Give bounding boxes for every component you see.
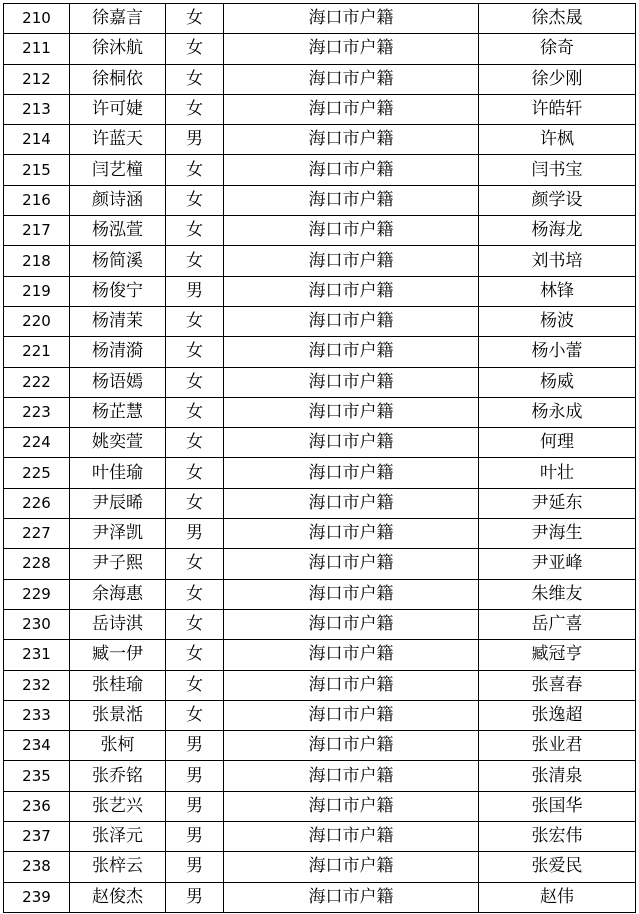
student-name-cell: 张泽元	[70, 822, 166, 852]
gender-cell: 女	[166, 579, 224, 609]
table-row	[4, 549, 636, 579]
gender-cell: 男	[166, 276, 224, 306]
table-row	[4, 852, 636, 882]
gender-cell: 女	[166, 306, 224, 336]
row-number-cell: 232	[4, 670, 70, 700]
row-number-cell: 216	[4, 185, 70, 215]
student-name-cell: 颜诗涵	[70, 185, 166, 215]
household-registration-cell: 海口市户籍	[224, 609, 479, 639]
table-row	[4, 609, 636, 639]
student-name-cell: 张梓云	[70, 852, 166, 882]
guardian-name-cell: 杨小蕾	[479, 337, 636, 367]
row-number-cell: 215	[4, 155, 70, 185]
household-registration-cell: 海口市户籍	[224, 94, 479, 124]
table-row	[4, 185, 636, 215]
student-name-cell: 杨俊宁	[70, 276, 166, 306]
household-registration-cell: 海口市户籍	[224, 458, 479, 488]
student-name-cell: 尹泽凯	[70, 519, 166, 549]
guardian-name-cell: 刘书培	[479, 246, 636, 276]
guardian-name-cell: 颜学设	[479, 185, 636, 215]
row-number-cell: 227	[4, 519, 70, 549]
table-row	[4, 761, 636, 791]
row-number-cell: 231	[4, 640, 70, 670]
household-registration-cell: 海口市户籍	[224, 125, 479, 155]
guardian-name-cell: 许枫	[479, 125, 636, 155]
gender-cell: 男	[166, 791, 224, 821]
guardian-name-cell: 张喜春	[479, 670, 636, 700]
student-name-cell: 杨清漪	[70, 337, 166, 367]
guardian-name-cell: 张爱民	[479, 852, 636, 882]
table-row	[4, 882, 636, 912]
row-number-cell: 221	[4, 337, 70, 367]
student-name-cell: 尹子熙	[70, 549, 166, 579]
guardian-name-cell: 岳广喜	[479, 609, 636, 639]
row-number-cell: 237	[4, 822, 70, 852]
row-number-cell: 238	[4, 852, 70, 882]
student-name-cell: 姚奕萱	[70, 428, 166, 458]
table-row	[4, 640, 636, 670]
roster-table	[3, 3, 636, 913]
guardian-name-cell: 尹海生	[479, 519, 636, 549]
table-row	[4, 34, 636, 64]
table-row	[4, 246, 636, 276]
table-row	[4, 519, 636, 549]
student-name-cell: 岳诗淇	[70, 609, 166, 639]
student-name-cell: 赵俊杰	[70, 882, 166, 912]
row-number-cell: 229	[4, 579, 70, 609]
household-registration-cell: 海口市户籍	[224, 822, 479, 852]
household-registration-cell: 海口市户籍	[224, 397, 479, 427]
gender-cell: 女	[166, 700, 224, 730]
row-number-cell: 223	[4, 397, 70, 427]
household-registration-cell: 海口市户籍	[224, 519, 479, 549]
guardian-name-cell: 张清泉	[479, 761, 636, 791]
guardian-name-cell: 何理	[479, 428, 636, 458]
gender-cell: 男	[166, 852, 224, 882]
guardian-name-cell: 张宏伟	[479, 822, 636, 852]
guardian-name-cell: 赵伟	[479, 882, 636, 912]
gender-cell: 男	[166, 731, 224, 761]
guardian-name-cell: 张业君	[479, 731, 636, 761]
student-name-cell: 杨语嫣	[70, 367, 166, 397]
gender-cell: 女	[166, 64, 224, 94]
household-registration-cell: 海口市户籍	[224, 246, 479, 276]
guardian-name-cell: 杨波	[479, 306, 636, 336]
student-name-cell: 张艺兴	[70, 791, 166, 821]
gender-cell: 女	[166, 397, 224, 427]
household-registration-cell: 海口市户籍	[224, 670, 479, 700]
gender-cell: 男	[166, 125, 224, 155]
student-name-cell: 许可婕	[70, 94, 166, 124]
gender-cell: 女	[166, 367, 224, 397]
household-registration-cell: 海口市户籍	[224, 4, 479, 34]
guardian-name-cell: 叶壮	[479, 458, 636, 488]
household-registration-cell: 海口市户籍	[224, 549, 479, 579]
gender-cell: 女	[166, 216, 224, 246]
guardian-name-cell: 徐杰晟	[479, 4, 636, 34]
student-name-cell: 臧一伊	[70, 640, 166, 670]
row-number-cell: 211	[4, 34, 70, 64]
gender-cell: 女	[166, 670, 224, 700]
guardian-name-cell: 许皓轩	[479, 94, 636, 124]
table-row	[4, 731, 636, 761]
row-number-cell: 217	[4, 216, 70, 246]
student-name-cell: 杨泓萱	[70, 216, 166, 246]
row-number-cell: 235	[4, 761, 70, 791]
table-row	[4, 791, 636, 821]
household-registration-cell: 海口市户籍	[224, 700, 479, 730]
gender-cell: 女	[166, 155, 224, 185]
row-number-cell: 228	[4, 549, 70, 579]
row-number-cell: 212	[4, 64, 70, 94]
guardian-name-cell: 张逸超	[479, 700, 636, 730]
guardian-name-cell: 杨海龙	[479, 216, 636, 246]
table-row	[4, 337, 636, 367]
gender-cell: 女	[166, 34, 224, 64]
student-name-cell: 徐沐航	[70, 34, 166, 64]
row-number-cell: 218	[4, 246, 70, 276]
gender-cell: 女	[166, 609, 224, 639]
household-registration-cell: 海口市户籍	[224, 216, 479, 246]
student-name-cell: 张乔铭	[70, 761, 166, 791]
household-registration-cell: 海口市户籍	[224, 367, 479, 397]
student-name-cell: 余海惠	[70, 579, 166, 609]
guardian-name-cell: 徐少刚	[479, 64, 636, 94]
guardian-name-cell: 徐奇	[479, 34, 636, 64]
student-name-cell: 张桂瑜	[70, 670, 166, 700]
row-number-cell: 224	[4, 428, 70, 458]
household-registration-cell: 海口市户籍	[224, 155, 479, 185]
guardian-name-cell: 杨威	[479, 367, 636, 397]
table-row	[4, 397, 636, 427]
student-name-cell: 杨清茉	[70, 306, 166, 336]
row-number-cell: 220	[4, 306, 70, 336]
student-name-cell: 张景湉	[70, 700, 166, 730]
roster-table-body	[4, 4, 636, 913]
row-number-cell: 233	[4, 700, 70, 730]
row-number-cell: 234	[4, 731, 70, 761]
household-registration-cell: 海口市户籍	[224, 731, 479, 761]
household-registration-cell: 海口市户籍	[224, 761, 479, 791]
table-row	[4, 488, 636, 518]
guardian-name-cell: 闫书宝	[479, 155, 636, 185]
gender-cell: 女	[166, 488, 224, 518]
table-row	[4, 125, 636, 155]
student-name-cell: 杨芷慧	[70, 397, 166, 427]
gender-cell: 女	[166, 94, 224, 124]
table-row	[4, 94, 636, 124]
table-row	[4, 306, 636, 336]
table-row	[4, 276, 636, 306]
gender-cell: 女	[166, 549, 224, 579]
household-registration-cell: 海口市户籍	[224, 34, 479, 64]
household-registration-cell: 海口市户籍	[224, 882, 479, 912]
table-row	[4, 155, 636, 185]
gender-cell: 男	[166, 822, 224, 852]
household-registration-cell: 海口市户籍	[224, 276, 479, 306]
guardian-name-cell: 林锋	[479, 276, 636, 306]
household-registration-cell: 海口市户籍	[224, 428, 479, 458]
household-registration-cell: 海口市户籍	[224, 488, 479, 518]
row-number-cell: 225	[4, 458, 70, 488]
gender-cell: 女	[166, 337, 224, 367]
row-number-cell: 210	[4, 4, 70, 34]
table-row	[4, 700, 636, 730]
row-number-cell: 230	[4, 609, 70, 639]
guardian-name-cell: 尹延东	[479, 488, 636, 518]
row-number-cell: 226	[4, 488, 70, 518]
household-registration-cell: 海口市户籍	[224, 64, 479, 94]
household-registration-cell: 海口市户籍	[224, 337, 479, 367]
student-name-cell: 尹辰晞	[70, 488, 166, 518]
row-number-cell: 222	[4, 367, 70, 397]
gender-cell: 男	[166, 519, 224, 549]
table-row	[4, 458, 636, 488]
gender-cell: 女	[166, 458, 224, 488]
student-name-cell: 杨简溪	[70, 246, 166, 276]
household-registration-cell: 海口市户籍	[224, 852, 479, 882]
student-name-cell: 徐桐依	[70, 64, 166, 94]
guardian-name-cell: 尹亚峰	[479, 549, 636, 579]
table-row	[4, 64, 636, 94]
student-name-cell: 闫艺橦	[70, 155, 166, 185]
student-name-cell: 徐嘉言	[70, 4, 166, 34]
table-row	[4, 670, 636, 700]
row-number-cell: 213	[4, 94, 70, 124]
gender-cell: 女	[166, 246, 224, 276]
household-registration-cell: 海口市户籍	[224, 791, 479, 821]
gender-cell: 女	[166, 4, 224, 34]
table-row	[4, 367, 636, 397]
row-number-cell: 236	[4, 791, 70, 821]
guardian-name-cell: 朱维友	[479, 579, 636, 609]
gender-cell: 女	[166, 428, 224, 458]
household-registration-cell: 海口市户籍	[224, 640, 479, 670]
household-registration-cell: 海口市户籍	[224, 579, 479, 609]
household-registration-cell: 海口市户籍	[224, 185, 479, 215]
student-name-cell: 许蓝天	[70, 125, 166, 155]
row-number-cell: 219	[4, 276, 70, 306]
table-row	[4, 822, 636, 852]
table-row	[4, 4, 636, 34]
gender-cell: 男	[166, 761, 224, 791]
guardian-name-cell: 臧冠亨	[479, 640, 636, 670]
student-name-cell: 叶佳瑜	[70, 458, 166, 488]
guardian-name-cell: 张国华	[479, 791, 636, 821]
student-name-cell: 张柯	[70, 731, 166, 761]
row-number-cell: 214	[4, 125, 70, 155]
gender-cell: 女	[166, 185, 224, 215]
gender-cell: 女	[166, 640, 224, 670]
table-row	[4, 428, 636, 458]
table-row	[4, 216, 636, 246]
gender-cell: 男	[166, 882, 224, 912]
household-registration-cell: 海口市户籍	[224, 306, 479, 336]
table-row	[4, 579, 636, 609]
guardian-name-cell: 杨永成	[479, 397, 636, 427]
row-number-cell: 239	[4, 882, 70, 912]
